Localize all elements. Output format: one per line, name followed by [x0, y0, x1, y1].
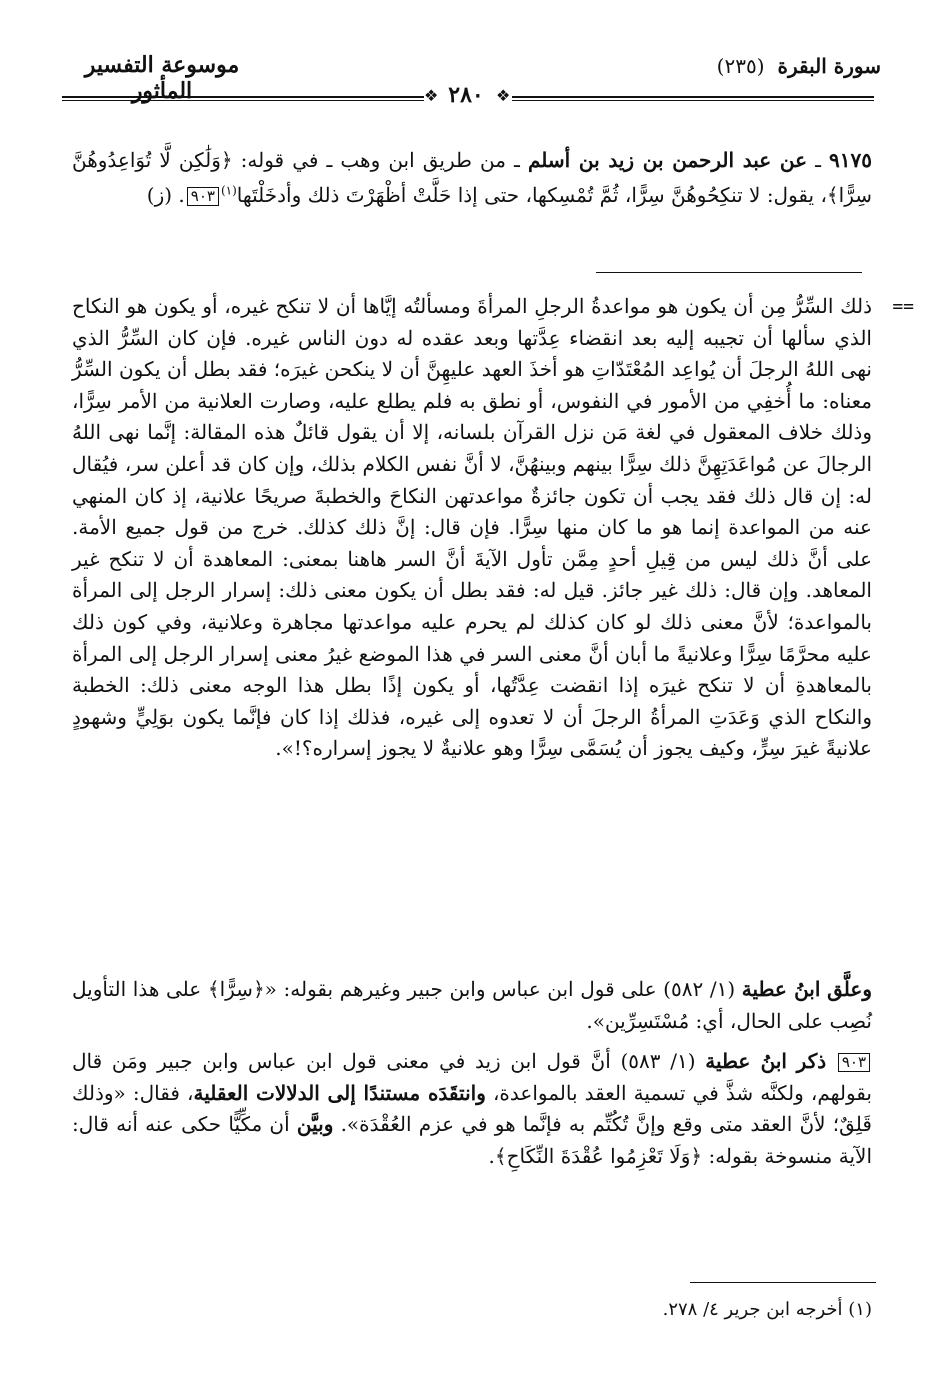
note-critique: وانتقَدَه مستندًا إلى الدلالات العقلية	[193, 1080, 486, 1105]
page-number: ٢٨٠	[448, 82, 484, 108]
header-rule-right-thin	[512, 100, 874, 101]
hadith-entry: ٩١٧٥ ـ عن عبد الرحمن بن زيد بن أسلم ـ من طريق ابن وهب ـ في قوله: ﴿وَلَٰكِن لَّا تُوَاعِدُوهُنَّ سِرًّا﴾، يقول: لا تنكِحُوهُنَّ سِرًّا، ثُمَّ تُمْسِكها، حتى إذا حَلَّتْ أظْهَرْتَ ذلك وأدخَلْتَها$^{(١)}$٩٠٣. (ز)	[72, 148, 873, 207]
surah-name: سورة البقرة	[777, 54, 881, 78]
note-text: (١/ ٥٨٣) أنَّ قول ابن زيد في معنى قول ابن عباس وابن جبير ومَن قال بقولهم، ولكنَّه شذَّ في تسمية العقد بالمواعدة،	[72, 1049, 872, 1105]
ibn-atiyya-note-1	[72, 974, 872, 1037]
continuation-marker: ==	[892, 296, 914, 317]
ibn-atiyya-note-2	[72, 1046, 872, 1172]
entry-number: ٩١٧٥	[829, 148, 873, 172]
commentary-block	[72, 291, 914, 765]
note-lead: ذكر	[796, 1049, 827, 1073]
book-title: موسوعة التفسير المأثور	[84, 52, 240, 104]
cross-ref-box[interactable]: ٩٠٣	[838, 1053, 870, 1072]
note-text: (١/ ٥٨٢) على قول ابن عباس وابن جبير وغيرهم بقوله: «﴿سِرًّا﴾ على هذا التأويل نُصِب على الحال، أي: مُسْتَسِرِّين».	[72, 977, 872, 1033]
footnote-ref[interactable]: (١)	[220, 183, 237, 198]
header-rule-left-thin	[62, 100, 424, 101]
section-separator	[596, 272, 862, 273]
note-author: ابنُ عطية	[705, 1049, 787, 1073]
ornament-icon: ❖	[424, 86, 439, 105]
note-abrogation: أن مكِّيًّا حكى عنه أنه قال: الآية منسوخة بقوله: ﴿وَلَا تَعْزِمُوا عُقْدَةَ النِّكَاحِ﴾.	[72, 1112, 872, 1168]
entry-narrator: عن عبد الرحمن بن زيد بن أسلم	[527, 148, 808, 172]
note-quote: ، فقال: «وذلك قَلِقٌ؛ لأنَّ العقد متى وقع وإنَّ تُكُتِّم به فإنَّما هو في عزم العُقْدَة».	[72, 1080, 872, 1137]
footnote: (١) أخرجه ابن جرير ٤/ ٢٧٨.	[662, 1299, 872, 1320]
header-rule-right	[512, 96, 874, 98]
note-lead: وعلَّق	[827, 977, 872, 1001]
footnote-separator	[690, 1282, 876, 1283]
note-author: ابنُ عطية	[741, 977, 821, 1001]
entry-grade: . (ز)	[146, 183, 185, 207]
surah-heading	[651, 54, 881, 78]
commentary-text: ذلك السِّرُّ مِن أن يكون هو مواعدةُ الرجلِ المرأةَ ومسألتُه إيَّاها أن لا تنكح غيره، أو يكون هو النكاح الذي سألها أن تجيبه إليه بعد انقضاء عِدَّتها وبعد عقده له دون الناس غيره. فإن كان السِّرُّ الذي نهى اللهُ الرجلَ أن يُواعِد المُعْتَدّاتِ هو أخذَ العهد عليهِنَّ أن لا ينكحن غيرَه؛ فقد بطل أن يكون السِّرُّ معناه: ما أُخفِي من الأمور في النفوس، أو نطق به فلم يطلع عليه، وصارت العلانية من الأمر سِرًّا، وذلك خلاف المعقول في لغة مَن نزل القرآن بلسانه، إلا أن يقول قائلٌ هذه المقالة: إنَّما نهى اللهُ الرجالَ عن مُواعَدَتِهِنَّ ذلك سِرًّا بينهم وبينهُنَّ، لا أنَّ نفس الكلام بذلك، وإن كان قد أعلن سر، فيُقال له: إن قال ذلك فقد يجب أن تكون جائزةٌ مواعدتهن النكاحَ والخطبةَ صريحًا علانية، إذ كان المنهي عنه من المواعدة إنما هو ما كان منها سِرًّا. فإن قال: إنَّ ذلك كذلك. خرج من قول جميع الأمة. على أنَّ ذلك ليس من قِيلِ أحدٍ مِمَّن تأول الآيةَ أنَّ السر هاهنا بمعنى: المعاهدة أن لا تنكح غير المعاهد. وإن قال: ذلك غير جائز. قيل له: فقد بطل أن يكون معنى ذلك: إسرار الرجل إلى المرأة بالمواعدة؛ لأنَّ معنى ذلك لو كان كذلك لم يحرم عليه مواعدتها مجاهرة وعلانية، وفي كون ذلك عليه محرَّمًا سِرًّا وعلانيةً ما أبان أنَّ معنى السر في هذا الموضع غيرُ معنى إسرار الرجل إلى المرأة بالمعاهدةِ أن لا تنكح غيرَه إذا انقضت عِدَّتُها، أو يكون إذًا بطل هذا الوجه معنى ذلك: الخطبة والنكاح الذي وَعَدَتِ المرأةُ الرجلَ أن لا تعدوه إلى غيره، فذلك إذا كان فإنَّما يكون بوَلِيٍّ وشهودٍ علانيةً غيرَ سِرٍّ، وكيف يجوز أن يُسَمَّى سِرًّا وهو علانيةٌ لا يجوز إسراره؟!».	[72, 294, 872, 761]
header-rule-left	[62, 96, 424, 98]
verse-number: (٢٣٥)	[716, 54, 765, 78]
note-clarify: وبيَّن	[296, 1112, 334, 1137]
entry-text: ـ من طريق ابن وهب ـ في قوله: ﴿وَلَٰكِن لَّا تُوَاعِدُوهُنَّ سِرًّا﴾، يقول: لا تنكِحُوهُنَّ سِرًّا، ثُمَّ تُمْسِكها، حتى إذا حَلَّتْ أظْهَرْتَ ذلك وأدخَلْتَها	[72, 148, 872, 207]
ornament-icon: ❖	[496, 86, 511, 105]
cross-ref-box[interactable]: ٩٠٣	[187, 187, 219, 206]
